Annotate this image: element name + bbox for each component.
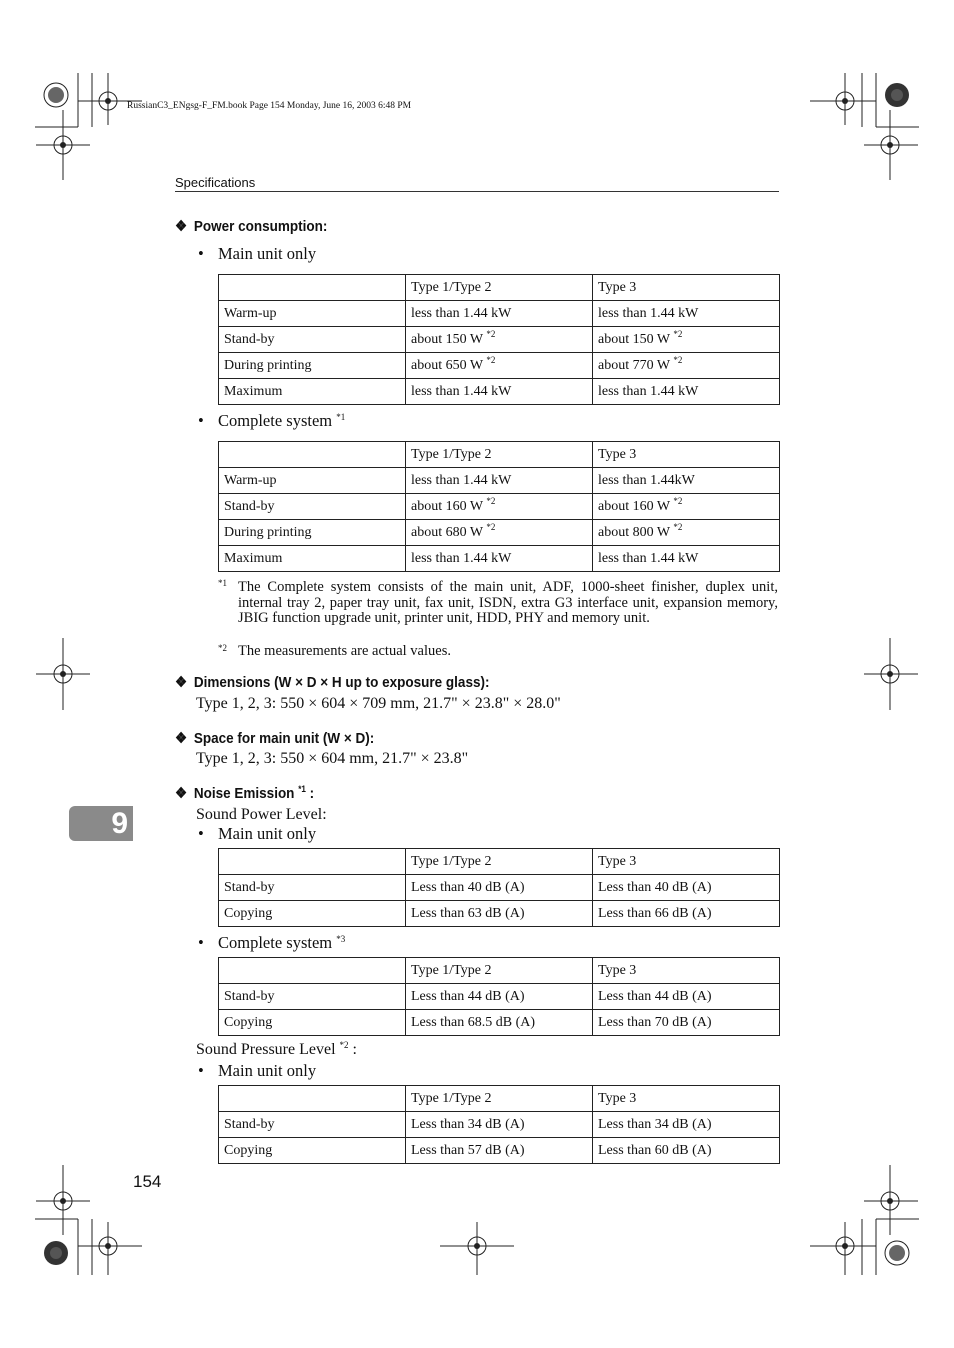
footnote-mark: *2 [218, 643, 227, 653]
table-row [219, 984, 780, 1010]
cell-type3: Less than 60 dB (A) [593, 1138, 780, 1164]
cell-type3: Less than 66 dB (A) [593, 901, 780, 927]
sound-power-label: Sound Power Level: [196, 806, 327, 823]
power-complete-table [218, 441, 780, 572]
table-row [219, 353, 780, 379]
chapter-tab: 9 [69, 806, 133, 841]
header-cell: Type 3 [593, 1086, 780, 1112]
cell-type3: about 160 W $^{*2}$ [593, 494, 780, 520]
cell-type3: about 800 W $^{*2}$ [593, 520, 780, 546]
header-cell: Type 3 [593, 442, 780, 468]
power-main-label: • Main unit only [198, 244, 317, 263]
table-row [219, 494, 780, 520]
table-row [219, 327, 780, 353]
cell-type3: Less than 70 dB (A) [593, 1010, 780, 1036]
bullet-icon: • [198, 411, 204, 430]
row-label: Maximum [219, 379, 406, 405]
sound-power-main-table [218, 848, 780, 927]
dimensions-heading: ❖ Dimensions (W × D × H up to exposure glass): [175, 674, 490, 691]
cell-type3: about 770 W $^{*2}$ [593, 353, 780, 379]
diamond-bullet-icon: ❖ [175, 674, 188, 691]
footnote-text: The measurements are actual values. [238, 643, 451, 659]
noise-main-label: • Main unit only [198, 824, 317, 843]
cell-type12: less than 1.44 kW [406, 546, 593, 572]
cell-type12: Less than 34 dB (A) [406, 1112, 593, 1138]
header-cell [219, 1086, 406, 1112]
row-label: Stand-by [219, 494, 406, 520]
cell-type3: Less than 40 dB (A) [593, 875, 780, 901]
cell-type3: about 150 W $^{*2}$ [593, 327, 780, 353]
table-row [219, 901, 780, 927]
cell-type12: Less than 40 dB (A) [406, 875, 593, 901]
row-label: Stand-by [219, 875, 406, 901]
header-cell: Type 1/Type 2 [406, 849, 593, 875]
running-head: Specifications [175, 175, 256, 190]
power-consumption-heading: ❖ Power consumption: [175, 218, 328, 235]
sound-power-complete-table [218, 957, 780, 1036]
power-complete-label: • Complete system $^{*1}$ [198, 411, 346, 430]
table-row [219, 1010, 780, 1036]
cell-type12: Less than 57 dB (A) [406, 1138, 593, 1164]
table-header-row [219, 958, 780, 984]
row-label: Stand-by [219, 984, 406, 1010]
table-row [219, 1138, 780, 1164]
table-header-row [219, 275, 780, 301]
cell-type3: less than 1.44 kW [593, 301, 780, 327]
header-cell: Type 1/Type 2 [406, 958, 593, 984]
table-header-row [219, 1086, 780, 1112]
row-label: Warm-up [219, 468, 406, 494]
noise-complete-label: • Complete system $^{*3}$ [198, 933, 346, 952]
diamond-bullet-icon: ❖ [175, 218, 188, 235]
header-cell [219, 275, 406, 301]
header-cell [219, 442, 406, 468]
table-row [219, 546, 780, 572]
cell-type12: about 150 W $^{*2}$ [406, 327, 593, 353]
page-number: 154 [133, 1172, 162, 1191]
cell-type12: about 680 W $^{*2}$ [406, 520, 593, 546]
row-label: Copying [219, 901, 406, 927]
sound-pressure-main-table [218, 1085, 780, 1164]
bullet-icon: • [198, 933, 204, 952]
row-label: Maximum [219, 546, 406, 572]
header-cell [219, 849, 406, 875]
row-label: Copying [219, 1138, 406, 1164]
row-label: Copying [219, 1010, 406, 1036]
bullet-icon: • [198, 824, 204, 843]
header-cell: Type 3 [593, 849, 780, 875]
cell-type12: about 650 W $^{*2}$ [406, 353, 593, 379]
noise-heading: ❖ Noise Emission $^{*1}$ : [175, 784, 315, 802]
table-row [219, 301, 780, 327]
header-cell [219, 958, 406, 984]
space-heading: ❖ Space for main unit (W × D): [175, 730, 375, 747]
table-row [219, 1112, 780, 1138]
cell-type12: Less than 63 dB (A) [406, 901, 593, 927]
cell-type12: Less than 44 dB (A) [406, 984, 593, 1010]
space-text: Type 1, 2, 3: 550 × 604 mm, 21.7" × 23.8" [196, 750, 469, 767]
cell-type12: less than 1.44 kW [406, 468, 593, 494]
header-cell: Type 1/Type 2 [406, 1086, 593, 1112]
footnote-text: The Complete system consists of the main unit, ADF, 1000-sheet finisher, duplex unit, internal tray 2, paper tray unit, fax unit, ISDN, extra G3 interface unit, expansion memory, JBIG function upgrade unit, printer unit, HDD, PHY and memory unit. [238, 579, 778, 626]
row-label: Stand-by [219, 1112, 406, 1138]
cell-type3: Less than 44 dB (A) [593, 984, 780, 1010]
diamond-bullet-icon: ❖ [175, 785, 188, 802]
cell-type12: less than 1.44 kW [406, 301, 593, 327]
table-header-row [219, 442, 780, 468]
cell-type3: Less than 34 dB (A) [593, 1112, 780, 1138]
book-file-note: RussianC3_ENgsg-F_FM.book Page 154 Monday, June 16, 2003 6:48 PM [127, 101, 412, 111]
header-cell: Type 1/Type 2 [406, 442, 593, 468]
sound-pressure-label: Sound Pressure Level $^{*2}$ : [196, 1040, 357, 1058]
pressure-main-label: • Main unit only [198, 1061, 317, 1080]
table-row [219, 379, 780, 405]
header-rule [175, 191, 779, 192]
cell-type12: about 160 W $^{*2}$ [406, 494, 593, 520]
diamond-bullet-icon: ❖ [175, 730, 188, 747]
row-label: During printing [219, 353, 406, 379]
header-cell: Type 3 [593, 275, 780, 301]
dimensions-text: Type 1, 2, 3: 550 × 604 × 709 mm, 21.7" × 23.8" × 28.0" [196, 695, 561, 712]
cell-type3: less than 1.44 kW [593, 379, 780, 405]
table-row [219, 875, 780, 901]
table-header-row [219, 849, 780, 875]
row-label: Warm-up [219, 301, 406, 327]
row-label: Stand-by [219, 327, 406, 353]
header-cell: Type 3 [593, 958, 780, 984]
cell-type12: Less than 68.5 dB (A) [406, 1010, 593, 1036]
cell-type3: less than 1.44 kW [593, 546, 780, 572]
table-row [219, 520, 780, 546]
cell-type12: less than 1.44 kW [406, 379, 593, 405]
footnote-mark: *1 [218, 578, 227, 588]
header-cell: Type 1/Type 2 [406, 275, 593, 301]
power-main-table [218, 274, 780, 405]
row-label: During printing [219, 520, 406, 546]
bullet-icon: • [198, 244, 204, 263]
cell-type3: less than 1.44kW [593, 468, 780, 494]
bullet-icon: • [198, 1061, 204, 1080]
table-row [219, 468, 780, 494]
